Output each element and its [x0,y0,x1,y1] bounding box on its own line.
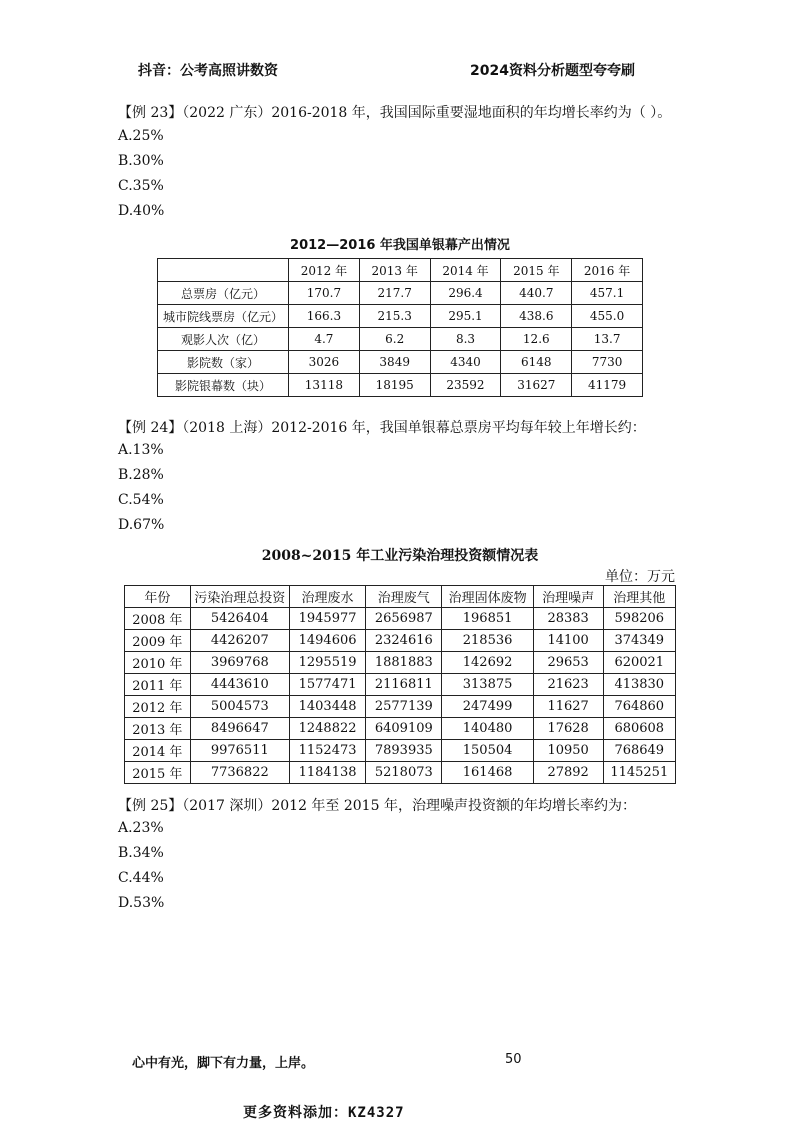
table-cell: 4426207 [190,630,289,652]
table-header-row [158,259,643,282]
q24-option-a: A.13% [118,442,164,458]
table-cell: 1152473 [289,740,365,762]
table-cell: 8.3 [430,328,501,351]
q23-option-b: B.30% [118,153,164,169]
q23-option-d: D.40% [118,203,165,219]
table-cell: 457.1 [572,282,643,305]
table-cell: 6148 [501,351,572,374]
table-cell: 247499 [442,696,533,718]
table-cell: 196851 [442,608,533,630]
table-cell: 7736822 [190,762,289,784]
table-cell: 6409109 [366,718,442,740]
table-cell: 1494606 [289,630,365,652]
table-cell: 2324616 [366,630,442,652]
table-cell: 1403448 [289,696,365,718]
table-cell: 11627 [533,696,603,718]
table-row [158,282,643,305]
table-header-cell: 治理废水 [289,586,365,608]
table-row [158,328,643,351]
table-cell: 5218073 [366,762,442,784]
table-cell: 3026 [289,351,360,374]
q25-option-c: C.44% [118,870,164,886]
table-cell: 2015 年 [125,762,191,784]
row-label: 影院数（家） [158,351,289,374]
table-cell: 31627 [501,374,572,397]
table-cell: 21623 [533,674,603,696]
table-row [125,696,676,718]
table-cell: 28383 [533,608,603,630]
table-header-cell: 2015 年 [501,259,572,282]
table-cell: 313875 [442,674,533,696]
row-label: 观影人次（亿） [158,328,289,351]
table-cell: 4443610 [190,674,289,696]
table-cell: 41179 [572,374,643,397]
table-cell: 2014 年 [125,740,191,762]
table-row [125,718,676,740]
row-label: 影院银幕数（块） [158,374,289,397]
table-cell: 2011 年 [125,674,191,696]
table-row [125,762,676,784]
table-cell: 18195 [359,374,430,397]
table-cell: 440.7 [501,282,572,305]
table-cell: 1577471 [289,674,365,696]
table-cell: 2656987 [366,608,442,630]
table-cell: 2008 年 [125,608,191,630]
table-cell: 296.4 [430,282,501,305]
table-cell: 5004573 [190,696,289,718]
table-cell: 1184138 [289,762,365,784]
table-cell: 14100 [533,630,603,652]
table-cell: 3849 [359,351,430,374]
table-cell: 2012 年 [125,696,191,718]
table-cell: 27892 [533,762,603,784]
table-cell: 23592 [430,374,501,397]
table-cell: 620021 [603,652,675,674]
table-cell: 295.1 [430,305,501,328]
table-cell: 438.6 [501,305,572,328]
table-header-cell: 治理其他 [603,586,675,608]
table-cell: 218536 [442,630,533,652]
q23-option-a: A.25% [118,128,164,144]
table-cell: 10950 [533,740,603,762]
table-cell: 2013 年 [125,718,191,740]
header-left: 抖音：公考高照讲数资 [138,63,278,79]
table-cell: 680608 [603,718,675,740]
table-row [125,674,676,696]
table-cell: 17628 [533,718,603,740]
table-cell: 1248822 [289,718,365,740]
table-header-cell: 治理噪声 [533,586,603,608]
table-cell: 215.3 [359,305,430,328]
table-cell: 768649 [603,740,675,762]
table-header-cell [158,259,289,282]
table-cell: 12.6 [501,328,572,351]
table-cell: 1881883 [366,652,442,674]
table-cell: 455.0 [572,305,643,328]
table-cell: 8496647 [190,718,289,740]
question-25-stem: 【例 25】（2017 深圳）2012 年至 2015 年，治理噪声投资额的年均增长率约为： [118,798,636,814]
pollution-investment-table [124,585,676,784]
table-cell: 6.2 [359,328,430,351]
table-cell: 150504 [442,740,533,762]
table-cell: 2009 年 [125,630,191,652]
table2-title: 2008~2015 年工业污染治理投资额情况表 [261,548,539,564]
table-cell: 140480 [442,718,533,740]
table-header-cell: 2014 年 [430,259,501,282]
q25-option-d: D.53% [118,895,165,911]
q24-option-d: D.67% [118,517,165,533]
q25-option-a: A.23% [118,820,164,836]
question-23-stem: 【例 23】（2022 广东）2016-2018 年，我国国际重要湿地面积的年均增长率约为（ ）。 [118,105,672,121]
table-cell: 2577139 [366,696,442,718]
table-cell: 29653 [533,652,603,674]
table-cell: 3969768 [190,652,289,674]
table-cell: 1295519 [289,652,365,674]
watermark: 更多资料添加：KZ4327 [243,1105,405,1121]
footer-motto: 心中有光，脚下有力量，上岸。 [132,1056,315,1071]
table-header-cell: 治理固体废物 [442,586,533,608]
table-header-cell: 污染治理总投资 [190,586,289,608]
table-cell: 413830 [603,674,675,696]
table-cell: 13118 [289,374,360,397]
table-row [125,630,676,652]
row-label: 总票房（亿元） [158,282,289,305]
table-cell: 170.7 [289,282,360,305]
table-cell: 764860 [603,696,675,718]
table-header-cell: 2013 年 [359,259,430,282]
table-cell: 7730 [572,351,643,374]
q25-option-b: B.34% [118,845,164,861]
table-row [125,652,676,674]
table-cell: 374349 [603,630,675,652]
table2-unit: 单位：万元 [605,569,675,585]
table-header-cell: 年份 [125,586,191,608]
q23-option-c: C.35% [118,178,164,194]
q24-option-c: C.54% [118,492,164,508]
table-cell: 1145251 [603,762,675,784]
table-cell: 142692 [442,652,533,674]
table-cell: 1945977 [289,608,365,630]
table-header-cell: 2012 年 [289,259,360,282]
table-row [125,608,676,630]
table-row [158,305,643,328]
table-cell: 7893935 [366,740,442,762]
table-cell: 2116811 [366,674,442,696]
question-24-stem: 【例 24】（2018 上海）2012-2016 年，我国单银幕总票房平均每年较上年增长约： [118,420,646,436]
table-row [125,740,676,762]
table-cell: 4340 [430,351,501,374]
q24-option-b: B.28% [118,467,164,483]
table-cell: 4.7 [289,328,360,351]
table-header-cell: 治理废气 [366,586,442,608]
table-header-cell: 2016 年 [572,259,643,282]
table-cell: 217.7 [359,282,430,305]
row-label: 城市院线票房（亿元） [158,305,289,328]
box-office-table [157,258,643,397]
table-cell: 598206 [603,608,675,630]
page-number: 50 [505,1052,522,1067]
table-cell: 166.3 [289,305,360,328]
table-cell: 13.7 [572,328,643,351]
header-right: 2024资料分析题型夸夸刷 [470,63,635,79]
table-cell: 5426404 [190,608,289,630]
table-row [158,351,643,374]
table-cell: 161468 [442,762,533,784]
table1-title: 2012—2016 年我国单银幕产出情况 [290,238,510,253]
table-cell: 9976511 [190,740,289,762]
table-row [158,374,643,397]
table-cell: 2010 年 [125,652,191,674]
table-header-row [125,586,676,608]
